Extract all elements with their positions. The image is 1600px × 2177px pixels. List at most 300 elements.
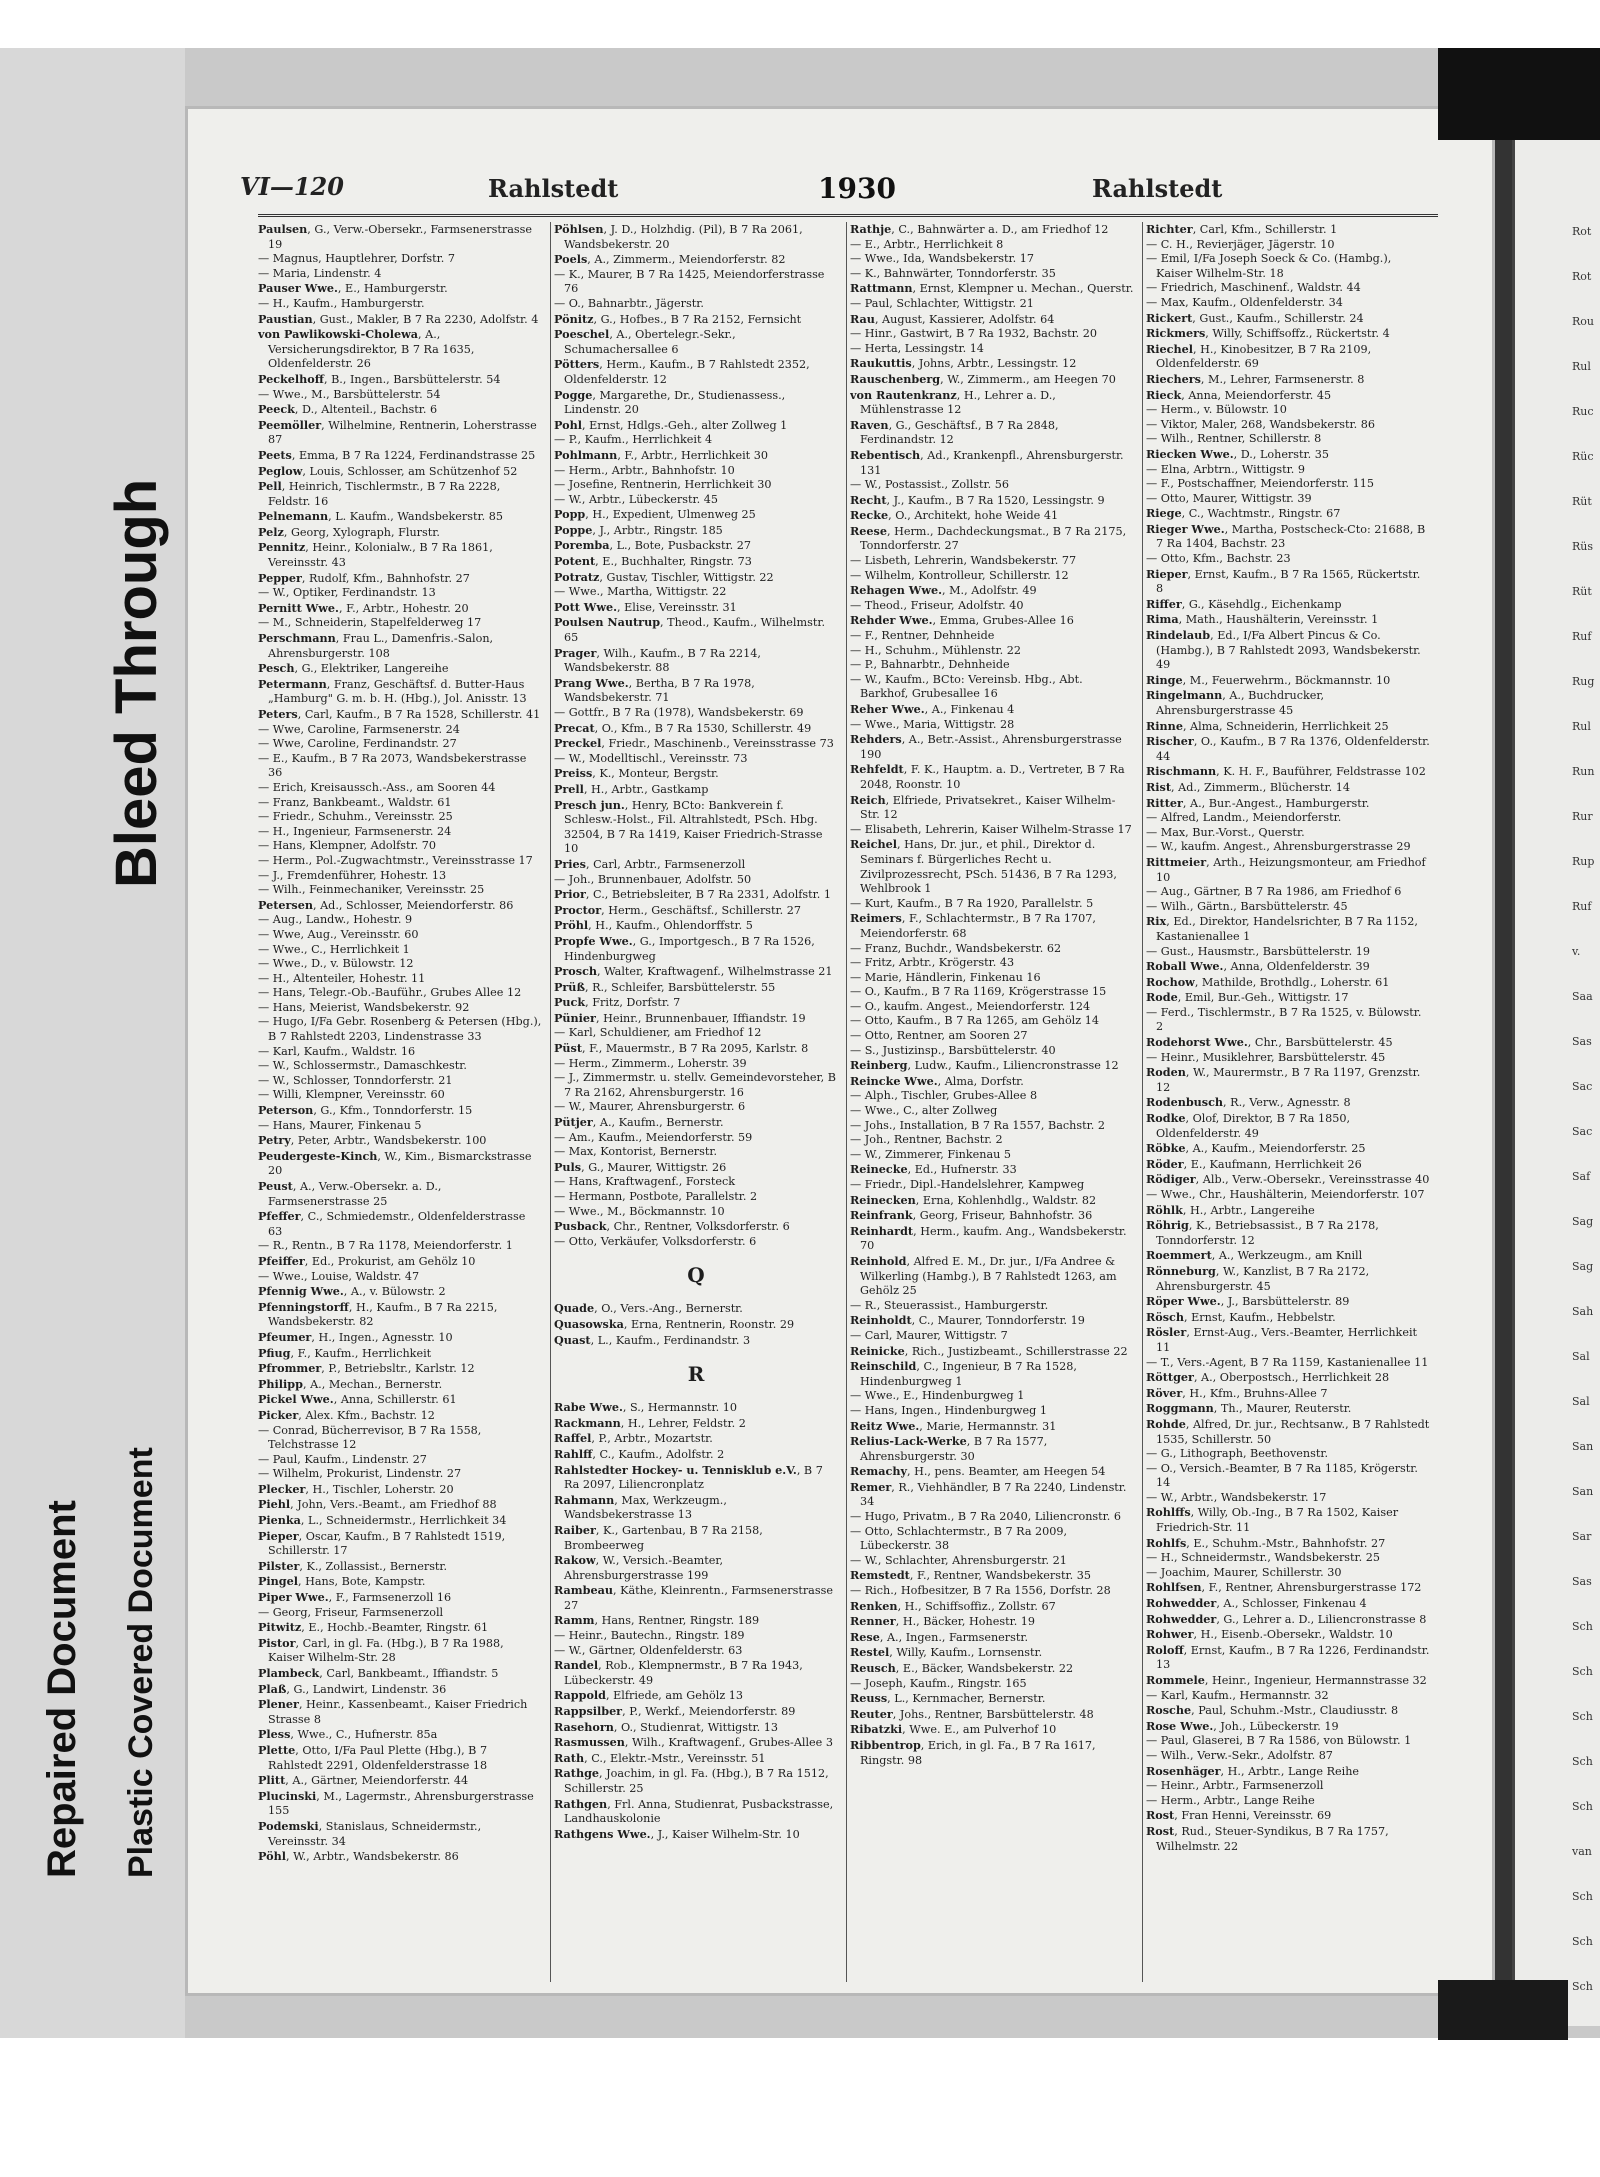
facing-page-edge bbox=[1512, 96, 1600, 2026]
directory-entry: Prell, H., Arbtr., Gastkamp bbox=[554, 781, 709, 796]
directory-entry: — Lisbeth, Lehrerin, Wandsbekerstr. 77 bbox=[850, 554, 1077, 568]
directory-entry: Petry, Peter, Arbtr., Wandsbekerstr. 100 bbox=[258, 1133, 487, 1148]
directory-entry: Remachy, H., pens. Beamter, am Heegen 54 bbox=[850, 1464, 1106, 1479]
column-1 bbox=[258, 222, 542, 1982]
directory-entry: Rinne, Alma, Schneiderin, Herrlichkeit 25 bbox=[1146, 718, 1389, 733]
directory-entry: Pell, Heinrich, Tischlermstr., B 7 Ra 2228, Feldstr. 16 bbox=[258, 479, 501, 508]
directory-entry: — Paul, Schlachter, Wittigstr. 21 bbox=[850, 296, 1034, 310]
directory-entry: — Hans, Klempner, Adolfstr. 70 bbox=[258, 839, 437, 853]
directory-entry: Poels, A., Zimmerm., Meiendorferstr. 82 bbox=[554, 252, 786, 267]
directory-entry: — R., Rentn., B 7 Ra 1178, Meiendorferstr. 1 bbox=[258, 1239, 513, 1253]
directory-entry: Peters, Carl, Kaufm., B 7 Ra 1528, Schillerstr. 41 bbox=[258, 707, 541, 721]
directory-entry: Peckelhoff, B., Ingen., Barsbüttelerstr. 54 bbox=[258, 371, 501, 386]
directory-entry: Relius-Lack-Werke, B 7 Ra 1577, Ahrensburgerstr. 30 bbox=[850, 1434, 1048, 1463]
directory-entry: — Karl, Kaufm., Waldstr. 16 bbox=[258, 1044, 416, 1058]
directory-entry: — Hermann, Postbote, Parallelstr. 2 bbox=[554, 1190, 758, 1203]
directory-entry: — Heinr., Musiklehrer, Barsbüttelerstr. 45 bbox=[1146, 1050, 1386, 1064]
directory-entry: Reinholdt, C., Maurer, Tonndorferstr. 19 bbox=[850, 1313, 1085, 1328]
directory-entry: Reusch, E., Bäcker, Wandsbekerstr. 22 bbox=[850, 1661, 1074, 1675]
directory-entry: Reinschild, C., Ingenieur, B 7 Ra 1528, Hindenburgweg 1 bbox=[850, 1359, 1077, 1388]
directory-entry: Rickmers, Willy, Schiffsoffz., Rückertstr. 4 bbox=[1146, 326, 1390, 341]
directory-entry: — Friedr., Schuhm., Vereinsstr. 25 bbox=[258, 810, 453, 824]
directory-entry: Pöhlsen, J. D., Holzhdig. (Pil), B 7 Ra 2061, Wandsbekerstr. 20 bbox=[554, 222, 803, 251]
facing-page-text: Rup bbox=[1572, 855, 1595, 868]
directory-entry: Reichel, Hans, Dr. jur., et phil., Direktor d. Seminars f. Bürgerliches Recht u. Zivilprozessrecht, PSch. 51436, B 7 Ra 1293, Wehlbrook 1 bbox=[850, 837, 1117, 896]
facing-page-text: San bbox=[1572, 1485, 1594, 1498]
directory-entry: von Rautenkranz, H., Lehrer a. D., Mühlenstrasse 12 bbox=[850, 387, 1056, 417]
directory-entry: Rasmussen, Wilh., Kraftwagenf., Grubes-Allee 3 bbox=[554, 1735, 833, 1750]
directory-entry: Rösch, Ernst, Kaufm., Hebbelstr. bbox=[1146, 1309, 1336, 1324]
directory-entry: Pönitz, G., Hofbes., B 7 Ra 2152, Fernsicht bbox=[554, 311, 802, 326]
directory-entry: Röbke, A., Kaufm., Meiendorferstr. 25 bbox=[1146, 1141, 1366, 1156]
directory-entry: — Alph., Tischler, Grubes-Allee 8 bbox=[850, 1089, 1038, 1103]
directory-entry: — Josefine, Rentnerin, Herrlichkeit 30 bbox=[554, 478, 772, 492]
directory-entry: Prager, Wilh., Kaufm., B 7 Ra 2214, Wandsbekerstr. 88 bbox=[554, 645, 761, 675]
directory-entry: Rohwer, H., Eisenb.-Obersekr., Waldstr. 10 bbox=[1146, 1627, 1393, 1642]
directory-entry: Prang Wwe., Bertha, B 7 Ra 1978, Wandsbekerstr. 71 bbox=[554, 675, 755, 705]
directory-entry: Pries, Carl, Arbtr., Farmsenerzoll bbox=[554, 856, 746, 871]
section-letter: R bbox=[687, 1362, 705, 1387]
directory-entry: Peeck, D., Altenteil., Bachstr. 6 bbox=[258, 402, 438, 417]
directory-entry: Pötters, Herm., Kaufm., B 7 Rahlstedt 2352, Oldenfelderstr. 12 bbox=[554, 357, 810, 386]
directory-entry: Reinecke, Ed., Hufnerstr. 33 bbox=[850, 1162, 1017, 1177]
directory-entry: Peterson, G., Kfm., Tonndorferstr. 15 bbox=[258, 1103, 473, 1118]
directory-entry: — Otto, Kfm., Bachstr. 23 bbox=[1146, 552, 1291, 566]
directory-entry: Rix, Ed., Direktor, Handelsrichter, B 7 Ra 1152, Kastanienallee 1 bbox=[1146, 914, 1418, 943]
header-left-title: Rahlstedt bbox=[488, 174, 619, 203]
directory-entry: — E., Kaufm., B 7 Ra 2073, Wandsbekerstrasse 36 bbox=[258, 751, 527, 780]
directory-entry: Philipp, A., Mechan., Bernerstr. bbox=[258, 1376, 443, 1391]
directory-entry: — T., Vers.-Agent, B 7 Ra 1159, Kastanienallee 11 bbox=[1146, 1355, 1429, 1369]
directory-entry: Pohl, Ernst, Hdlgs.-Geh., alter Zollweg 1 bbox=[554, 417, 788, 432]
directory-entry: — Wilhelm, Prokurist, Lindenstr. 27 bbox=[258, 1467, 462, 1481]
directory-entry: Peudergeste-Kinch, W., Kim., Bismarckstrasse 20 bbox=[258, 1148, 532, 1178]
directory-entry: Rost, Fran Henni, Vereinsstr. 69 bbox=[1146, 1808, 1332, 1823]
directory-entry: Peemöller, Wilhelmine, Rentnerin, Loherstrasse 87 bbox=[258, 417, 537, 447]
directory-entry: — Wwe., Maria, Wittigstr. 28 bbox=[850, 717, 1015, 731]
facing-page-text: Rou bbox=[1572, 315, 1594, 328]
directory-entry: — Hans, Meierist, Wandsbekerstr. 92 bbox=[258, 1000, 470, 1014]
directory-entry: Raiber, K., Gartenbau, B 7 Ra 2158, Brombeerweg bbox=[554, 1522, 763, 1552]
directory-entry: Raukuttis, Johns, Arbtr., Lessingstr. 12 bbox=[850, 356, 1077, 371]
directory-entry: Ribatzki, Wwe. E., am Pulverhof 10 bbox=[850, 1722, 1057, 1737]
facing-page-text: Sch bbox=[1572, 1665, 1593, 1678]
facing-page-text: Sac bbox=[1572, 1080, 1593, 1093]
directory-entry: Precat, O., Kfm., B 7 Ra 1530, Schillerstr. 49 bbox=[554, 720, 812, 735]
directory-entry: — Elna, Arbtrn., Wittigstr. 9 bbox=[1146, 462, 1305, 476]
directory-entry: Pröhl, H., Kaufm., Ohlendorffstr. 5 bbox=[554, 918, 753, 933]
directory-entry: Riechel, H., Kinobesitzer, B 7 Ra 2109, Oldenfelderstr. 69 bbox=[1146, 341, 1372, 371]
directory-entry: Reuter, Johs., Rentner, Barsbüttelerstr. 48 bbox=[850, 1706, 1094, 1721]
directory-entry: — Wilh., Rentner, Schillerstr. 8 bbox=[1146, 432, 1322, 446]
label-strip bbox=[0, 48, 185, 2038]
directory-entry: — Herm., Zimmerm., Loherstr. 39 bbox=[554, 1056, 747, 1070]
column-4 bbox=[1146, 222, 1430, 1982]
directory-entry: Reimers, F., Schlachtermstr., B 7 Ra 1707, Meiendorferstr. 68 bbox=[850, 911, 1096, 940]
directory-entry: — W., Schlosser, Tonndorferstr. 21 bbox=[258, 1073, 453, 1087]
directory-entry: — Wilh., Feinmechaniker, Vereinsstr. 25 bbox=[258, 883, 485, 897]
directory-entry: Rosenhäger, H., Arbtr., Lange Reihe bbox=[1146, 1763, 1360, 1778]
directory-entry: Roball Wwe., Anna, Oldenfelderstr. 39 bbox=[1146, 959, 1370, 974]
directory-entry: Rappold, Elfriede, am Gehölz 13 bbox=[554, 1688, 744, 1703]
directory-entry: — O., Bahnarbtr., Jägerstr. bbox=[554, 296, 704, 310]
directory-entry: — Gust., Hausmstr., Barsbüttelerstr. 19 bbox=[1146, 944, 1371, 958]
directory-entry: — H., Altenteiler, Hohestr. 11 bbox=[258, 971, 426, 985]
directory-entry: Rehder Wwe., Emma, Grubes-Allee 16 bbox=[850, 613, 1074, 628]
directory-entry: Rode, Emil, Bur.-Geh., Wittigstr. 17 bbox=[1146, 990, 1349, 1005]
directory-entry: Rieck, Anna, Meiendorferstr. 45 bbox=[1146, 387, 1332, 402]
directory-entry: Rathgens Wwe., J., Kaiser Wilhelm-Str. 10 bbox=[554, 1826, 800, 1841]
directory-entry: Reitz Wwe., Marie, Hermannstr. 31 bbox=[850, 1418, 1057, 1433]
directory-entry: — Otto, Rentner, am Sooren 27 bbox=[850, 1029, 1028, 1043]
directory-entry: Rahmann, Max, Werkzeugm., Wandsbekerstrasse 13 bbox=[554, 1492, 727, 1522]
header-year: 1930 bbox=[818, 172, 896, 205]
directory-entry: — Herm., Pol.-Zugwachtmstr., Vereinsstrasse 17 bbox=[258, 853, 533, 867]
directory-entry: Rosche, Paul, Schuhm.-Mstr., Claudiusstr. 8 bbox=[1146, 1703, 1399, 1718]
directory-entry: Rohlfsen, F., Rentner, Ahrensburgerstrasse 172 bbox=[1146, 1580, 1422, 1595]
directory-entry: Preckel, Friedr., Maschinenb., Vereinsstrasse 73 bbox=[554, 736, 834, 751]
directory-entry: — Max, Kaufm., Oldenfelderstr. 34 bbox=[1146, 295, 1343, 309]
directory-entry: — Herm., Arbtr., Lange Reihe bbox=[1146, 1793, 1315, 1807]
directory-entry: Poeschel, A., Obertelegr.-Sekr., Schumachersallee 6 bbox=[554, 327, 736, 356]
directory-entry: — Fritz, Arbtr., Krögerstr. 43 bbox=[850, 956, 1015, 970]
directory-entry: Rathge, Joachim, in gl. Fa. (Hbg.), B 7 Ra 1512, Schillerstr. 25 bbox=[554, 1766, 829, 1795]
directory-entry: Piper Wwe., F., Farmsenerzoll 16 bbox=[258, 1590, 452, 1605]
header-rule bbox=[258, 214, 1438, 217]
directory-entry: Rattmann, Ernst, Klempner u. Mechan., Querstr. bbox=[850, 281, 1134, 296]
directory-entry: — Otto, Verkäufer, Volksdorferstr. 6 bbox=[554, 1234, 757, 1248]
directory-entry: Quast, L., Kaufm., Ferdinandstr. 3 bbox=[554, 1332, 751, 1347]
directory-entry: — Wwe., M., Barsbüttelerstr. 54 bbox=[258, 387, 441, 401]
page-header bbox=[240, 172, 1440, 212]
column-2 bbox=[554, 222, 838, 1982]
directory-entry: Reinberg, Ludw., Kaufm., Liliencronstrasse 12 bbox=[850, 1058, 1119, 1073]
directory-entry: Rauschenberg, W., Zimmerm., am Heegen 70 bbox=[850, 371, 1116, 386]
directory-entry: — Max, Kontorist, Bernerstr. bbox=[554, 1145, 718, 1159]
directory-entry: Pistor, Carl, in gl. Fa. (Hbg.), B 7 Ra 1988, Kaiser Wilhelm-Str. 28 bbox=[258, 1635, 504, 1665]
directory-entry: Reinhardt, Herm., kaufm. Ang., Wandsbekerstr. 70 bbox=[850, 1223, 1127, 1253]
directory-entry: — F., Rentner, Dehnheide bbox=[850, 629, 995, 643]
directory-entry: Rath, C., Elektr.-Mstr., Vereinsstr. 51 bbox=[554, 1750, 766, 1765]
directory-entry: Plener, Heinr., Kassenbeamt., Kaiser Friedrich Strasse 8 bbox=[258, 1697, 528, 1726]
directory-entry: Plette, Otto, I/Fa Paul Plette (Hbg.), B 7 Rahlstedt 2291, Oldenfelderstrasse 18 bbox=[258, 1742, 488, 1772]
directory-entry: Pütjer, A., Kaufm., Bernerstr. bbox=[554, 1115, 724, 1130]
directory-entry: — W., kaufm. Angest., Ahrensburgerstrasse 29 bbox=[1146, 840, 1411, 854]
directory-entry: Röder, E., Kaufmann, Herrlichkeit 26 bbox=[1146, 1156, 1362, 1171]
directory-entry: — Emil, I/Fa Joseph Soeck & Co. (Hambg.), Kaiser Wilhelm-Str. 18 bbox=[1146, 252, 1392, 280]
directory-columns bbox=[258, 222, 1438, 1982]
facing-page-text: Rüt bbox=[1572, 495, 1592, 508]
facing-page-text: Sch bbox=[1572, 1755, 1593, 1768]
directory-entry: Ribbentrop, Erich, in gl. Fa., B 7 Ra 1617, Ringstr. 98 bbox=[850, 1737, 1096, 1767]
directory-entry: Röttger, A., Oberpostsch., Herrlichkeit 28 bbox=[1146, 1370, 1390, 1385]
directory-entry: Pieper, Oscar, Kaufm., B 7 Rahlstedt 1519, Schillerstr. 17 bbox=[258, 1528, 506, 1558]
directory-entry: Popp, H., Expedient, Ulmenweg 25 bbox=[554, 507, 756, 522]
facing-page-text: Sah bbox=[1572, 1305, 1594, 1318]
directory-entry: — Wwe., E., Hindenburgweg 1 bbox=[850, 1389, 1025, 1403]
directory-entry: Pünier, Heinr., Brunnenbauer, Iffiandstr. 19 bbox=[554, 1010, 806, 1025]
directory-entry: — Elisabeth, Lehrerin, Kaiser Wilhelm-Strasse 17 bbox=[850, 822, 1132, 836]
directory-entry: Piehl, John, Vers.-Beamt., am Friedhof 88 bbox=[258, 1497, 497, 1512]
directory-entry: — Friedrich, Maschinenf., Waldstr. 44 bbox=[1146, 281, 1361, 295]
directory-entry: Ramm, Hans, Rentner, Ringstr. 189 bbox=[554, 1613, 760, 1628]
directory-entry: Presch jun., Henry, BCto: Bankverein f. Schlesw.-Holst., Fil. Altrahlstedt, PSch. Hbg. 32504, B 7 Ra 1419, Kaiser Friedrich-Strasse 10 bbox=[554, 797, 823, 856]
directory-entry: Potent, E., Buchhalter, Ringstr. 73 bbox=[554, 554, 752, 569]
directory-entry: Rakow, W., Versich.-Beamter, Ahrensburgerstrasse 199 bbox=[554, 1553, 724, 1582]
directory-entry: Quasowska, Erna, Rentnerin, Roonstr. 29 bbox=[554, 1316, 795, 1331]
dark-corner-bottom bbox=[1438, 1980, 1568, 2040]
facing-page-text: Rüt bbox=[1572, 585, 1592, 598]
directory-entry: Rathje, C., Bahnwärter a. D., am Friedhof 12 bbox=[850, 222, 1109, 236]
facing-page-text: Sas bbox=[1572, 1035, 1592, 1048]
dark-corner-top bbox=[1438, 48, 1600, 140]
directory-entry: Pauser Wwe., E., Hamburgerstr. bbox=[258, 281, 448, 296]
directory-entry: Reincke Wwe., Alma, Dorfstr. bbox=[850, 1073, 1024, 1088]
directory-entry: — O., Kaufm., B 7 Ra 1169, Krögerstrasse 15 bbox=[850, 985, 1107, 999]
directory-entry: — W., Gärtner, Oldenfelderstr. 63 bbox=[554, 1643, 743, 1657]
directory-entry: Rehders, A., Betr.-Assist., Ahrensburgerstrasse 190 bbox=[850, 732, 1122, 761]
directory-entry: — Wwe, Aug., Vereinsstr. 60 bbox=[258, 927, 419, 941]
directory-entry: Rödiger, Alb., Verw.-Obersekr., Vereinsstrasse 40 bbox=[1146, 1172, 1430, 1187]
facing-page-text: Sch bbox=[1572, 1620, 1593, 1633]
facing-page-text: Saf bbox=[1572, 1170, 1591, 1183]
directory-entry: — P., Bahnarbtr., Dehnheide bbox=[850, 658, 1010, 672]
directory-entry: Poremba, L., Bote, Pusbackstr. 27 bbox=[554, 538, 751, 553]
directory-entry: Rischmann, K. H. F., Bauführer, Feldstrasse 102 bbox=[1146, 764, 1426, 779]
directory-entry: — Magnus, Hauptlehrer, Dorfstr. 7 bbox=[258, 252, 455, 266]
directory-entry: — O., kaufm. Angest., Meiendorferstr. 124 bbox=[850, 999, 1091, 1013]
directory-entry: — G., Lithograph, Beethovenstr. bbox=[1146, 1447, 1329, 1461]
directory-entry: Reese, Herm., Dachdeckungsmat., B 7 Ra 2175, Tonndorferstr. 27 bbox=[850, 523, 1127, 553]
directory-entry: — Otto, Maurer, Wittigstr. 39 bbox=[1146, 491, 1312, 505]
directory-entry: Prüß, R., Schleifer, Barsbüttelerstr. 55 bbox=[554, 979, 776, 994]
directory-entry: Rohde, Alfred, Dr. jur., Rechtsanw., B 7 Rahlstedt 1535, Schillerstr. 50 bbox=[1146, 1416, 1430, 1446]
directory-entry: Rönneburg, W., Kanzlist, B 7 Ra 2172, Ahrensburgerstr. 45 bbox=[1146, 1263, 1370, 1293]
directory-entry: — Wwe., Louise, Waldstr. 47 bbox=[258, 1269, 420, 1283]
directory-entry: — Willi, Klempner, Vereinsstr. 60 bbox=[258, 1088, 445, 1102]
directory-entry: Pienka, L., Schneidermstr., Herrlichkeit 34 bbox=[258, 1513, 507, 1528]
directory-entry: — Erich, Kreisaussch.-Ass., am Sooren 44 bbox=[258, 780, 496, 794]
directory-entry: — Hans, Kraftwagenf., Forsteck bbox=[554, 1175, 736, 1189]
directory-entry: Plitt, A., Gärtner, Meiendorferstr. 44 bbox=[258, 1773, 469, 1788]
directory-entry: Rau, August, Kassierer, Adolfstr. 64 bbox=[850, 311, 1055, 326]
directory-entry: — Max, Bur.-Vorst., Querstr. bbox=[1146, 825, 1305, 839]
directory-entry: Perschmann, Frau L., Damenfris.-Salon, Ahrensburgerstr. 108 bbox=[258, 631, 494, 660]
directory-entry: Riege, C., Wachtmstr., Ringstr. 67 bbox=[1146, 506, 1341, 521]
directory-entry: Rabe Wwe., S., Hermannstr. 10 bbox=[554, 1400, 738, 1415]
directory-entry: Pfeffer, C., Schmiedemstr., Oldenfelderstrasse 63 bbox=[258, 1209, 526, 1238]
directory-entry: — W., Optiker, Ferdinandstr. 13 bbox=[258, 586, 436, 600]
directory-entry: Pingel, Hans, Bote, Kampstr. bbox=[258, 1574, 426, 1589]
directory-entry: — W., Zimmerer, Finkenau 5 bbox=[850, 1147, 1012, 1161]
directory-entry: — Carl, Maurer, Wittigstr. 7 bbox=[850, 1328, 1008, 1342]
directory-entry: Rehagen Wwe., M., Adolfstr. 49 bbox=[850, 583, 1037, 598]
directory-entry: Rieper, Ernst, Kaufm., B 7 Ra 1565, Rückertstr. 8 bbox=[1146, 566, 1421, 596]
facing-page-text: Sch bbox=[1572, 1710, 1593, 1723]
directory-entry: Pickel Wwe., Anna, Schillerstr. 61 bbox=[258, 1392, 457, 1407]
facing-page-text: Rul bbox=[1572, 720, 1591, 733]
directory-entry: — Otto, Schlachtermstr., B 7 Ra 2009, Lübeckerstr. 38 bbox=[850, 1524, 1068, 1553]
directory-entry: — W., Schlossermstr., Damaschkestr. bbox=[258, 1059, 467, 1073]
facing-page-text: Rot bbox=[1572, 270, 1592, 283]
directory-entry: Plambeck, Carl, Bankbeamt., Iffiandstr. 5 bbox=[258, 1666, 499, 1680]
directory-entry: Rima, Math., Haushälterin, Vereinsstr. 1 bbox=[1146, 612, 1379, 627]
directory-entry: — O., Versich.-Beamter, B 7 Ra 1185, Krögerstr. 14 bbox=[1146, 1461, 1418, 1490]
facing-page-text: Rüc bbox=[1572, 450, 1594, 463]
directory-entry: Puls, G., Maurer, Wittigstr. 26 bbox=[554, 1159, 727, 1174]
directory-entry: Poppe, J., Arbtr., Ringstr. 185 bbox=[554, 522, 723, 537]
directory-entry: — Wwe., D., v. Bülowstr. 12 bbox=[258, 957, 414, 971]
facing-page-text: Sch bbox=[1572, 1800, 1593, 1813]
facing-page-text: van bbox=[1572, 1845, 1592, 1858]
directory-entry: — Georg, Friseur, Farmsenerzoll bbox=[258, 1605, 444, 1619]
facing-page-text: Sch bbox=[1572, 1935, 1593, 1948]
facing-page-text: v. bbox=[1572, 945, 1581, 958]
facing-page-text: Rüs bbox=[1572, 540, 1594, 553]
directory-entry: Pfiug, F., Kaufm., Herrlichkeit bbox=[258, 1345, 432, 1360]
facing-page-text: Sch bbox=[1572, 1980, 1593, 1993]
directory-entry: Rodke, Olof, Direktor, B 7 Ra 1850, Oldenfelderstr. 49 bbox=[1146, 1111, 1351, 1140]
directory-entry: — Herm., Arbtr., Bahnhofstr. 10 bbox=[554, 463, 735, 477]
directory-entry: Propfe Wwe., G., Importgesch., B 7 Ra 1526, Hindenburgweg bbox=[554, 933, 815, 963]
directory-entry: — Heinr., Arbtr., Farmsenerzoll bbox=[1146, 1779, 1324, 1793]
directory-entry: — Herm., v. Bülowstr. 10 bbox=[1146, 403, 1287, 417]
facing-page-text: Sas bbox=[1572, 1575, 1592, 1588]
directory-entry: Raven, G., Geschäftsf., B 7 Ra 2848, Ferdinandstr. 12 bbox=[850, 417, 1059, 447]
directory-entry: Rommele, Heinr., Ingenieur, Hermannstrasse 32 bbox=[1146, 1673, 1427, 1687]
directory-entry: von Pawlikowski-Cholewa, A., Versicherungsdirektor, B 7 Ra 1635, Oldenfelderstr. 26 bbox=[258, 327, 475, 371]
facing-page-text: San bbox=[1572, 1440, 1594, 1453]
directory-entry: Röver, H., Kfm., Bruhns-Allee 7 bbox=[1146, 1385, 1328, 1400]
directory-entry: Randel, Rob., Klempnermstr., B 7 Ra 1943, Lübeckerstr. 49 bbox=[554, 1658, 803, 1687]
directory-entry: Rohwedder, A., Schlosser, Finkenau 4 bbox=[1146, 1596, 1367, 1611]
directory-entry: — Aug., Gärtner, B 7 Ra 1986, am Friedhof 6 bbox=[1146, 885, 1402, 899]
directory-entry: — Hugo, I/Fa Gebr. Rosenberg & Petersen (Hbg.), B 7 Rahlstedt 2203, Lindenstrasse 33 bbox=[258, 1015, 542, 1044]
directory-entry: Renner, H., Bäcker, Hohestr. 19 bbox=[850, 1614, 1036, 1629]
directory-entry: — Heinr., Bautechn., Ringstr. 189 bbox=[554, 1629, 745, 1643]
directory-entry: — Wilh., Verw.-Sekr., Adolfstr. 87 bbox=[1146, 1748, 1333, 1762]
directory-entry: Peglow, Louis, Schlosser, am Schützenhof 52 bbox=[258, 463, 518, 478]
directory-entry: Poulsen Nautrup, Theod., Kaufm., Wilhelmstr. 65 bbox=[554, 615, 826, 645]
directory-entry: Paulsen, G., Verw.-Obersekr., Farmsenerstrasse 19 bbox=[258, 222, 532, 251]
directory-entry: Petermann, Franz, Geschäftsf. d. Butter-Haus „Hamburg" G. m. b. H. (Hbg.), Jol. Anisstr. 13 bbox=[258, 676, 527, 706]
directory-entry: — W., Modelltischl., Vereinsstr. 73 bbox=[554, 751, 748, 765]
directory-entry: Plecker, H., Tischler, Loherstr. 20 bbox=[258, 1481, 454, 1496]
directory-entry: — W., Postassist., Zollstr. 56 bbox=[850, 478, 1010, 492]
directory-entry: Pepper, Rudolf, Kfm., Bahnhofstr. 27 bbox=[258, 570, 470, 585]
directory-entry: Rodehorst Wwe., Chr., Barsbüttelerstr. 45 bbox=[1146, 1035, 1393, 1050]
directory-entry: Rösler, Ernst-Aug., Vers.-Beamter, Herrlichkeit 11 bbox=[1146, 1325, 1418, 1354]
directory-entry: Rasehorn, O., Studienrat, Wittigstr. 13 bbox=[554, 1719, 779, 1734]
directory-entry: Rodenbusch, R., Verw., Agnesstr. 8 bbox=[1146, 1095, 1351, 1110]
directory-entry: — Herta, Lessingstr. 14 bbox=[850, 341, 984, 355]
directory-entry: Rambeau, Käthe, Kleinrentn., Farmsenerstrasse 27 bbox=[554, 1583, 833, 1612]
facing-page-text: Rug bbox=[1572, 675, 1595, 688]
directory-entry: — Wwe., Chr., Haushälterin, Meiendorferstr. 107 bbox=[1146, 1188, 1425, 1201]
directory-entry: Potratz, Gustav, Tischler, Wittigstr. 22 bbox=[554, 569, 774, 584]
directory-entry: — H., Schneidermstr., Wandsbekerstr. 25 bbox=[1146, 1551, 1381, 1565]
bleed-through-label: Bleed Through bbox=[104, 478, 169, 888]
facing-page-text: Ruc bbox=[1572, 405, 1594, 418]
directory-entry: Remstedt, F., Rentner, Wandsbekerstr. 35 bbox=[850, 1568, 1091, 1583]
directory-entry: Peust, A., Verw.-Obersekr. a. D., Farmsenerstrasse 25 bbox=[258, 1179, 442, 1208]
facing-page-text: Sag bbox=[1572, 1215, 1594, 1228]
plastic-covered-label: Plastic Covered Document bbox=[122, 1447, 160, 1878]
directory-entry: Ringelmann, A., Buchdrucker, Ahrensburgerstrasse 45 bbox=[1146, 688, 1325, 717]
directory-entry: — Kurt, Kaufm., B 7 Ra 1920, Parallelstr. 5 bbox=[850, 896, 1094, 910]
directory-entry: — Hugo, Privatm., B 7 Ra 2040, Liliencronstr. 6 bbox=[850, 1510, 1122, 1524]
directory-entry: — Franz, Buchdr., Wandsbekerstr. 62 bbox=[850, 941, 1062, 955]
directory-entry: Reinicke, Rich., Justizbeamt., Schillerstrasse 22 bbox=[850, 1343, 1128, 1358]
facing-page-text: Sag bbox=[1572, 1260, 1594, 1273]
facing-page-text: Rot bbox=[1572, 225, 1592, 238]
book-gutter bbox=[1495, 70, 1512, 2030]
facing-page-text: Sch bbox=[1572, 1890, 1593, 1903]
directory-entry: Rost, Rud., Steuer-Syndikus, B 7 Ra 1757, Wilhelmstr. 22 bbox=[1146, 1823, 1389, 1853]
directory-entry: Roemmert, A., Werkzeugm., am Knill bbox=[1146, 1248, 1363, 1263]
directory-entry: — Paul, Kaufm., Lindenstr. 27 bbox=[258, 1452, 427, 1466]
directory-entry: Pless, Wwe., C., Hufnerstr. 85a bbox=[258, 1727, 438, 1742]
column-divider bbox=[846, 222, 847, 1982]
directory-entry: Rehfeldt, F. K., Hauptm. a. D., Vertreter, B 7 Ra 2048, Roonstr. 10 bbox=[850, 762, 1125, 791]
facing-page-text: Rur bbox=[1572, 810, 1593, 823]
directory-entry: Riffer, G., Käsehdlg., Eichenkamp bbox=[1146, 596, 1342, 611]
directory-entry: — Wilh., Gärtn., Barsbüttelerstr. 45 bbox=[1146, 899, 1348, 913]
directory-entry: — Wwe., C., alter Zollweg bbox=[850, 1104, 998, 1118]
directory-entry: Pesch, G., Elektriker, Langereihe bbox=[258, 661, 449, 676]
directory-entry: — Am., Kaufm., Meiendorferstr. 59 bbox=[554, 1130, 753, 1144]
directory-entry: — Wwe., Ida, Wandsbekerstr. 17 bbox=[850, 252, 1035, 266]
directory-entry: — H., Ingenieur, Farmsenerstr. 24 bbox=[258, 824, 452, 838]
directory-entry: Plaß, G., Landwirt, Lindenstr. 36 bbox=[258, 1681, 447, 1696]
directory-entry: — H., Schuhm., Mühlenstr. 22 bbox=[850, 643, 1021, 657]
directory-entry: Röhrig, K., Betriebsassist., B 7 Ra 2178, Tonndorferstr. 12 bbox=[1146, 1218, 1379, 1247]
directory-entry: Rischer, O., Kaufm., B 7 Ra 1376, Oldenfelderstr. 44 bbox=[1146, 734, 1430, 763]
directory-entry: Püst, F., Mauermstr., B 7 Ra 2095, Karlstr. 8 bbox=[554, 1041, 809, 1056]
directory-entry: — P., Kaufm., Herrlichkeit 4 bbox=[554, 433, 713, 447]
directory-entry: Pfrommer, P., Betriebsltr., Karlstr. 12 bbox=[258, 1361, 475, 1376]
directory-entry: — W., Arbtr., Lübeckerstr. 45 bbox=[554, 492, 718, 506]
directory-entry: Reinecken, Erna, Kohlenhdlg., Waldstr. 82 bbox=[850, 1192, 1097, 1207]
section-letter: Q bbox=[687, 1263, 705, 1288]
directory-entry: Pilster, K., Zollassist., Bernerstr. bbox=[258, 1558, 448, 1573]
facing-page-text: Sar bbox=[1572, 1530, 1592, 1543]
directory-entry: Rackmann, H., Lehrer, Feldstr. 2 bbox=[554, 1415, 746, 1430]
header-right-title: Rahlstedt bbox=[1092, 174, 1223, 203]
directory-entry: Pfenningstorff, H., Kaufm., B 7 Ra 2215, Wandsbekerstr. 82 bbox=[258, 1299, 498, 1329]
directory-entry: — Wilhelm, Kontrolleur, Schillerstr. 12 bbox=[850, 568, 1069, 582]
directory-entry: — W., Arbtr., Wandsbekerstr. 17 bbox=[1146, 1490, 1327, 1504]
directory-entry: — R., Steuerassist., Hamburgerstr. bbox=[850, 1298, 1049, 1312]
page-number: VI—120 bbox=[240, 172, 344, 201]
directory-entry: Prior, C., Betriebsleiter, B 7 Ra 2331, Adolfstr. 1 bbox=[554, 887, 831, 902]
directory-entry: Paustian, Gust., Makler, B 7 Ra 2230, Adolfstr. 4 bbox=[258, 311, 539, 326]
directory-entry: Proctor, Herm., Geschäftsf., Schillerstr. 27 bbox=[554, 902, 801, 917]
directory-entry: Pusback, Chr., Rentner, Volksdorferstr. 6 bbox=[554, 1219, 790, 1234]
column-3 bbox=[850, 222, 1134, 1982]
directory-entry: Rathgen, Frl. Anna, Studienrat, Pusbackstrasse, Landhauskolonie bbox=[554, 1796, 834, 1826]
directory-entry: Raffel, P., Arbtr., Mozartstr. bbox=[554, 1431, 713, 1446]
directory-entry: — W., Kaufm., BCto: Vereinsb. Hbg., Abt. Barkhof, Grubesallee 16 bbox=[850, 672, 1083, 701]
directory-entry: Rittmeier, Arth., Heizungsmonteur, am Friedhof 10 bbox=[1146, 854, 1426, 884]
directory-entry: Quade, O., Vers.-Ang., Bernerstr. bbox=[554, 1301, 743, 1316]
directory-entry: Roden, W., Maurermstr., B 7 Ra 1197, Grenzstr. 12 bbox=[1146, 1065, 1421, 1094]
directory-entry: Rahlff, C., Kaufm., Adolfstr. 2 bbox=[554, 1446, 725, 1461]
directory-entry: — E., Arbtr., Herrlichkeit 8 bbox=[850, 237, 1004, 251]
directory-entry: — Rich., Hofbesitzer, B 7 Ra 1556, Dorfstr. 28 bbox=[850, 1584, 1111, 1598]
directory-entry: — W., Maurer, Ahrensburgerstr. 6 bbox=[554, 1100, 746, 1114]
directory-entry: — Ferd., Tischlermstr., B 7 Ra 1525, v. Bülowstr. 2 bbox=[1146, 1005, 1422, 1034]
